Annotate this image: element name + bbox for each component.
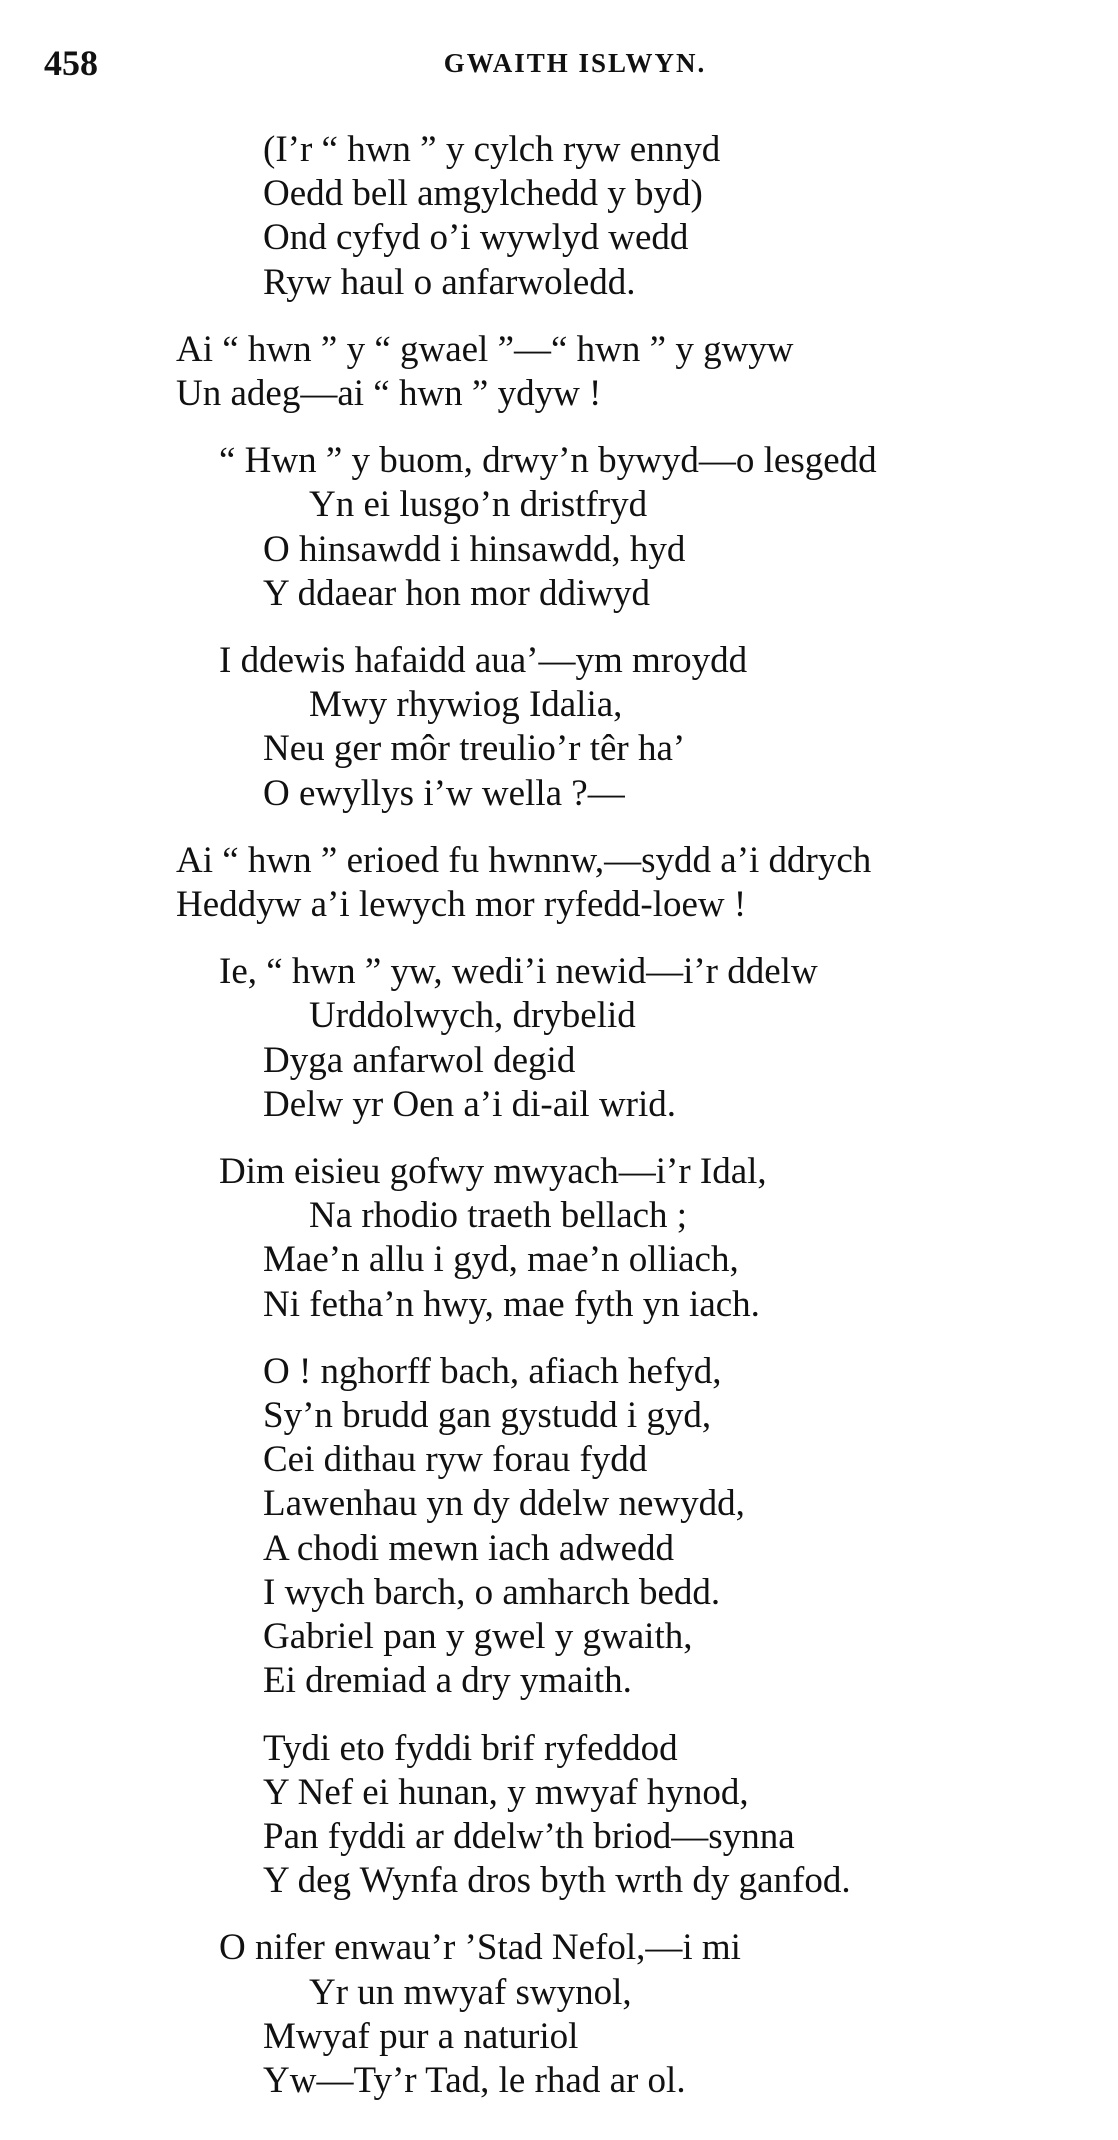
stanza-2 xyxy=(0,328,1118,416)
poem-line: Cei dithau ryw forau fydd xyxy=(263,1439,648,1481)
poem-line: Ryw haul o anfarwoledd. xyxy=(263,261,636,303)
poem-line: Lawenhau yn dy ddelw newydd, xyxy=(263,1483,745,1525)
stanza-7 xyxy=(0,1150,1118,1327)
poem-line: (I’r “ hwn ” y cylch ryw ennyd xyxy=(263,129,721,170)
poem-line: “ Hwn ” y buom, drwy’n bywyd—o lesgedd xyxy=(219,440,877,482)
stanza-4 xyxy=(0,639,1118,816)
poem-line: Dyga anfarwol degid xyxy=(263,1039,576,1081)
poem-line: Ond cyfyd o’i wywlyd wedd xyxy=(263,217,689,259)
poem-line: Oedd bell amgylchedd y byd) xyxy=(263,173,703,215)
poem-line: Mwyaf pur a naturiol xyxy=(263,2015,579,2057)
poem-line: Neu ger môr treulio’r têr ha’ xyxy=(263,728,686,770)
poem-line: Ai “ hwn ” y “ gwael ”—“ hwn ” y gwyw xyxy=(176,328,794,370)
poem-line: Dim eisieu gofwy mwyach—i’r Idal, xyxy=(219,1151,767,1193)
poem-line: Delw yr Oen a’i di-ail wrid. xyxy=(263,1083,677,1125)
poem-body xyxy=(0,128,1118,2103)
poem-line: Ie, “ hwn ” yw, wedi’i newid—i’r ddelw xyxy=(219,951,818,993)
poem-line: O ewyllys i’w wella ?— xyxy=(263,772,625,814)
page-header xyxy=(40,42,1078,92)
poem-line: Yw—Ty’r Tad, le rhad ar ol. xyxy=(263,2059,686,2101)
poem-line: Pan fyddi ar ddelw’th briod—synna xyxy=(263,1815,795,1857)
poem-line: Gabriel pan y gwel y gwaith, xyxy=(263,1616,693,1658)
poem-line: Ai “ hwn ” erioed fu hwnnw,—sydd a’i ddrych xyxy=(176,839,872,881)
poem-line: Un adeg—ai “ hwn ” ydyw ! xyxy=(176,373,602,415)
poem-line: I wych barch, o amharch bedd. xyxy=(263,1571,721,1613)
stanza-6 xyxy=(0,950,1118,1127)
poem-line: Y ddaear hon mor ddiwyd xyxy=(263,572,651,614)
poem-line: Y deg Wynfa dros byth wrth dy ganfod. xyxy=(263,1860,851,1902)
stanza-3 xyxy=(0,439,1118,616)
stanza-10 xyxy=(0,1926,1118,2103)
poem-line: A chodi mewn iach adwedd xyxy=(263,1527,674,1569)
stanza-8 xyxy=(0,1350,1118,1704)
stanza-5 xyxy=(0,839,1118,927)
stanza-9 xyxy=(0,1727,1118,1904)
poem-line: Urddolwych, drybelid xyxy=(309,995,636,1037)
poem-line: Tydi eto fyddi brif ryfeddod xyxy=(263,1727,678,1769)
poem-line: O nifer enwau’r ’Stad Nefol,—i mi xyxy=(219,1927,741,1969)
poem-line: Ei dremiad a dry ymaith. xyxy=(263,1660,632,1702)
poem-line: Sy’n brudd gan gystudd i gyd, xyxy=(263,1395,712,1437)
poem-line: Ni fetha’n hwy, mae fyth yn iach. xyxy=(263,1283,760,1325)
poem-line: I ddewis hafaidd aua’—ym mroydd xyxy=(219,640,748,682)
poem-line: Yn ei lusgo’n dristfryd xyxy=(309,484,648,526)
poem-line: Mae’n allu i gyd, mae’n olliach, xyxy=(263,1239,739,1281)
running-title: GWAITH ISLWYN. xyxy=(443,48,707,78)
poem-line: Y Nef ei hunan, y mwyaf hynod, xyxy=(263,1771,749,1813)
stanza-1 xyxy=(0,128,1118,305)
poem-line: Yr un mwyaf swynol, xyxy=(309,1971,632,2013)
poem-line: Na rhodio traeth bellach ; xyxy=(309,1195,688,1237)
poem-line: O ! nghorff bach, afiach hefyd, xyxy=(263,1350,722,1392)
poem-line: Mwy rhywiog Idalia, xyxy=(309,684,623,726)
poem-line: O hinsawdd i hinsawdd, hyd xyxy=(263,528,686,570)
page-number: 458 xyxy=(44,43,98,83)
poem-line: Heddyw a’i lewych mor ryfedd-loew ! xyxy=(176,884,747,926)
